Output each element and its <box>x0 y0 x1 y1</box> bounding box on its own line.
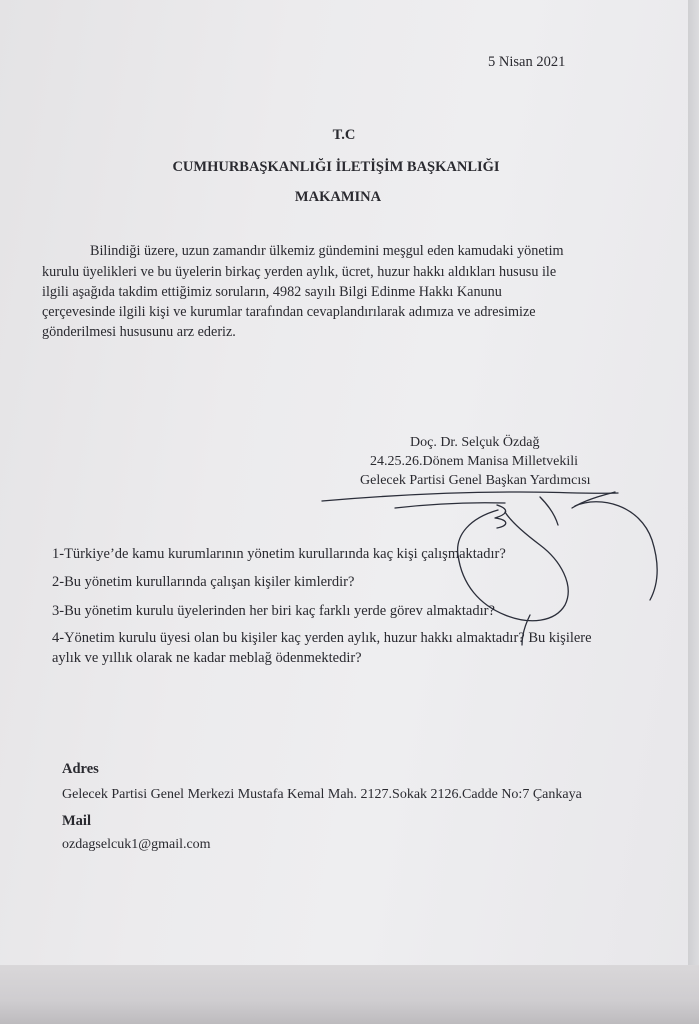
signatory-name: Doç. Dr. Selçuk Özdağ <box>410 435 540 450</box>
heading-institution: CUMHURBAŞKANLIĞI İLETİŞİM BAŞKANLIĞI <box>172 159 500 175</box>
body-line-3: ilgili aşağıda takdim ettiğimiz soruların, 4982 sayılı Bilgi Edinme Hakkı Kanunu <box>42 284 502 300</box>
paper-bottom-edge <box>0 965 699 1024</box>
question-4-line-2: aylık ve yıllık olarak ne kadar meblağ ödenmektedir? <box>52 650 362 666</box>
body-line-5: gönderilmesi hususunu arz ederiz. <box>42 324 236 340</box>
question-3: 3-Bu yönetim kurulu üyelerinden her biri kaç farklı yerde görev almaktadır? <box>52 603 495 619</box>
question-2: 2-Bu yönetim kurullarında çalışan kişiler kimlerdir? <box>52 574 355 590</box>
mail-value: ozdagselcuk1@gmail.com <box>62 837 211 852</box>
page-edge-shadow <box>688 0 699 965</box>
heading-tc: T.C <box>332 127 356 143</box>
question-1: 1-Türkiye’de kamu kurumlarının yönetim kurullarında kaç kişi çalışmaktadır? <box>52 546 506 562</box>
address-label: Adres <box>62 761 99 777</box>
body-line-2: kurulu üyelikleri ve bu üyelerin birkaç yerden aylık, ücret, huzur hakkı aldıkları hususu ile <box>42 264 557 280</box>
body-line-1: Bilindiği üzere, uzun zamandır ülkemiz gündemini meşgul eden kamudaki yönetim <box>90 243 564 259</box>
signatory-title: 24.25.26.Dönem Manisa Milletvekili <box>370 454 579 469</box>
question-4-line-1: 4-Yönetim kurulu üyesi olan bu kişiler kaç yerden aylık, huzur hakkı almaktadır? Bu kişilere <box>52 630 592 646</box>
signatory-party: Gelecek Partisi Genel Başkan Yardımcısı <box>360 473 591 488</box>
address-value: Gelecek Partisi Genel Merkezi Mustafa Kemal Mah. 2127.Sokak 2126.Cadde No:7 Çankaya <box>62 787 582 802</box>
heading-addressee: MAKAMINA <box>294 189 382 205</box>
document-date: 5 Nisan 2021 <box>488 54 566 70</box>
mail-label: Mail <box>62 813 91 829</box>
body-line-4: çerçevesinde ilgili kişi ve kurumlar tarafından cevaplandırılarak adımıza ve adresimize <box>42 304 536 320</box>
